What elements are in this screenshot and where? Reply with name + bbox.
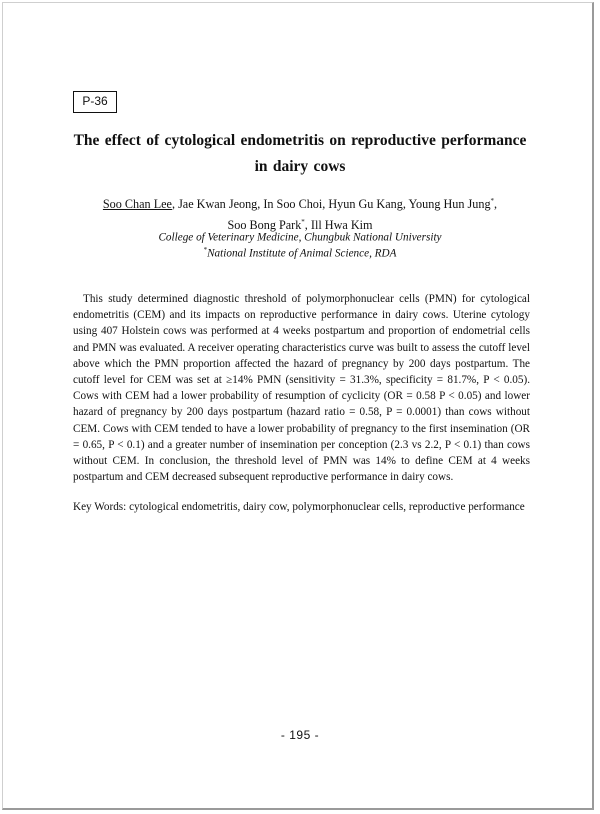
affiliation-text: College of Veterinary Medicine, Chungbuk National University <box>158 231 442 244</box>
first-author: Soo Chan Lee <box>102 197 172 212</box>
author-name: Soo Bong Park <box>227 218 302 233</box>
paper-title: The effect of cytological endometritis on reproductive performance in dairy cows <box>73 132 527 175</box>
author-mark: * <box>490 197 495 205</box>
author-mark: * <box>301 218 305 227</box>
keywords: Key Words: cytological endometritis, dairy cow, polymorphonuclear cells, reproductive performance <box>73 501 525 513</box>
author-line-1 <box>80 192 520 213</box>
affiliation-2 <box>80 243 520 261</box>
authors-line2-text: , Ill Hwa Kim <box>304 218 373 233</box>
page-number: - 195 - <box>280 728 320 742</box>
authors-line1-text: , Jae Kwan Jeong, In Soo Choi, Hyun Gu Kang, Young Hun Jung <box>171 197 491 212</box>
affiliation-mark: * <box>203 246 208 254</box>
authors-line1-end: , <box>494 197 498 212</box>
poster-id-box: P-36 <box>73 91 117 113</box>
abstract-text: This study determined diagnostic threshold of polymorphonuclear cells (PMN) for cytological endometritis (CEM) and its impacts on reproductive performance in dairy cows. Uterine cytology using 407 Holstein cows was performed at 4 weeks postpartum and proportion of endometrial cells and PMN was evaluated. A receiver operating characteristics curve was built to assess the cutoff level above which the PMN proportion affected the hazard of pregnancy by 200 days postpartum. The cutoff level for CEM was set at ≥14% PMN (sensitivity = 31.3%, specificity = 81.7%, P < 0.05). Cows with CEM had a lower probability of resumption of cyclicity (OR = 0.58 P < 0.05) and lower hazard of pregnancy by 200 days postpartum (hazard ratio = 0.58, P = 0.0001) than cows without CEM. Cows with CEM tended to have a lower probability of pregnancy to the first insemination (OR = 0.65, P < 0.1) and a greater number of insemination per conception (2.3 vs 2.2, P < 0.1) than cows without CEM. In conclusion, the threshold level of PMN was 14% to define CEM at 4 weeks postpartum and CEM decreased subsequent reproductive performance in dairy cows. <box>73 293 530 484</box>
affiliation-text: National Institute of Animal Science, RDA <box>207 247 397 260</box>
